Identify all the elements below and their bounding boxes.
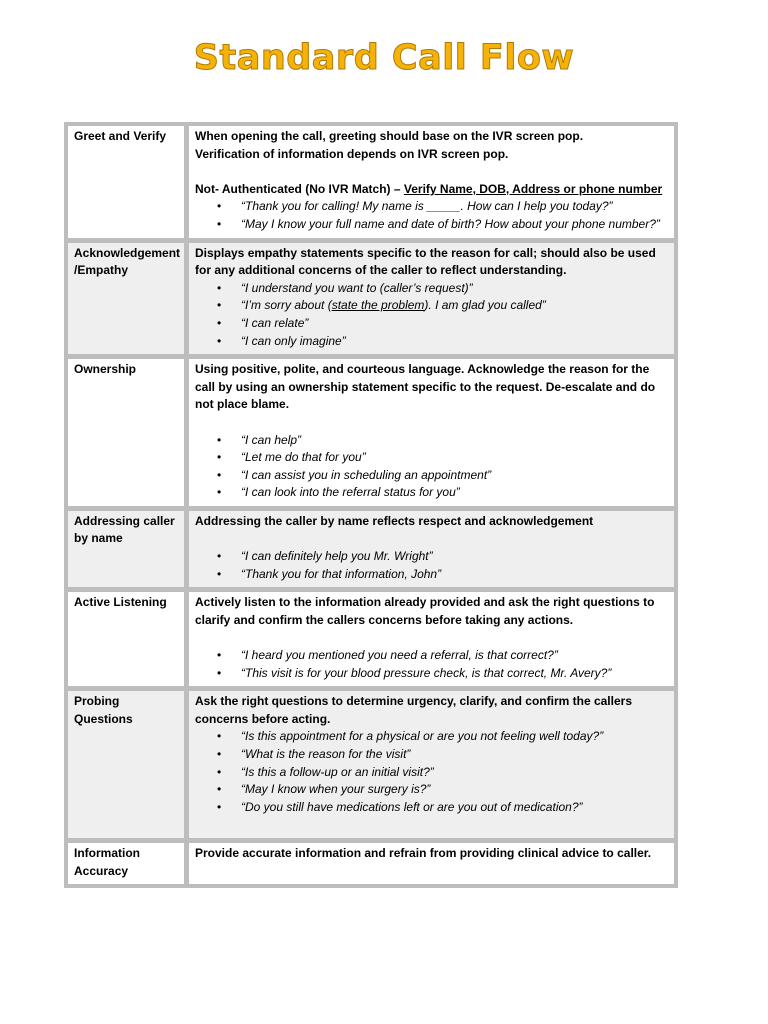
bullet-list	[195, 647, 670, 682]
row-content	[189, 843, 674, 884]
list-item: • “What is the reason for the visit”	[195, 746, 670, 764]
row-text: Using positive, polite, and courteous language. Acknowledge the reason for the call by using an ownership statement specific to the request. De-escalate and do not place blame.	[195, 362, 656, 412]
row-text: Displays empathy statements specific to the reason for call; should also be used for any additional concerns of the caller to reflect understanding.	[195, 245, 656, 278]
row-label: Active Listening	[68, 592, 184, 686]
list-item: • “I can definitely help you Mr. Wright”	[195, 548, 670, 566]
row-text: Actively listen to the information already provided and ask the right questions to clarify and confirm the callers concerns before taking any actions.	[195, 595, 655, 627]
table-row	[68, 359, 674, 506]
list-item: • “Thank you for calling! My name is _____. How can I help you today?”	[195, 198, 670, 216]
row-content	[189, 691, 674, 838]
list-item: • “Thank you for that information, John”	[195, 566, 670, 584]
row-label: Probing Questions	[68, 691, 184, 838]
auth-underlined-text: Verify Name, DOB, Address or phone number	[403, 181, 663, 196]
table-row	[68, 126, 674, 238]
table-row	[68, 243, 674, 355]
list-item: • “Is this a follow-up or an initial visit?”	[195, 764, 670, 782]
row-label: Information Accuracy	[68, 843, 184, 884]
row-text: When opening the call, greeting should base on the IVR screen pop.	[195, 129, 584, 143]
list-item: • “I can relate”	[195, 315, 670, 333]
list-item: • “I heard you mentioned you need a referral, is that correct?”	[195, 647, 670, 665]
table-row	[68, 843, 674, 884]
list-item: • “Let me do that for you”	[195, 449, 670, 467]
row-content	[189, 359, 674, 506]
list-item: • “I understand you want to (caller’s request)”	[195, 280, 670, 298]
row-text: Addressing the caller by name reflects respect and acknowledgement	[195, 513, 594, 528]
table-row	[68, 511, 674, 587]
page-title: Standard Call Flow	[193, 38, 575, 78]
table-row	[68, 691, 674, 838]
list-item: • “I can help”	[195, 432, 670, 450]
row-content	[189, 126, 674, 238]
list-item: • “I can look into the referral status for you”	[195, 484, 670, 502]
list-item: • “I can only imagine”	[195, 333, 670, 351]
row-content	[189, 511, 674, 587]
row-text: Provide accurate information and refrain from providing clinical advice to caller.	[195, 845, 652, 860]
call-flow-table	[64, 122, 678, 888]
list-item: • “I’m sorry about (state the problem). I am glad you called”	[195, 297, 670, 315]
row-content	[189, 243, 674, 355]
list-item: • “Do you still have medications left or are you out of medication?”	[195, 799, 670, 817]
bullet-list	[195, 280, 670, 350]
bullet-list	[195, 432, 670, 502]
list-item: • “This visit is for your blood pressure check, is that correct, Mr. Avery?”	[195, 665, 670, 683]
list-item: • “Is this appointment for a physical or are you not feeling well today?”	[195, 728, 670, 746]
list-item: • “May I know when your surgery is?”	[195, 781, 670, 799]
row-label: Greet and Verify	[68, 126, 184, 238]
list-item: • “May I know your full name and date of birth? How about your phone number?”	[195, 216, 670, 234]
bullet-list	[195, 548, 670, 583]
bullet-list	[195, 728, 670, 816]
row-content	[189, 592, 674, 686]
auth-line: Not- Authenticated (No IVR Match) – Verify Name, DOB, Address or phone number	[195, 181, 663, 196]
row-label: Addressing caller by name	[68, 511, 184, 587]
row-label: Acknowledgement /Empathy	[68, 243, 184, 355]
table-row	[68, 592, 674, 686]
row-label: Ownership	[68, 359, 184, 506]
bullet-list	[195, 198, 670, 233]
row-text: Ask the right questions to determine urgency, clarify, and confirm the callers concerns before acting.	[195, 694, 632, 726]
row-text: Verification of information depends on IVR screen pop.	[195, 146, 509, 161]
list-item: • “I can assist you in scheduling an appointment”	[195, 467, 670, 485]
